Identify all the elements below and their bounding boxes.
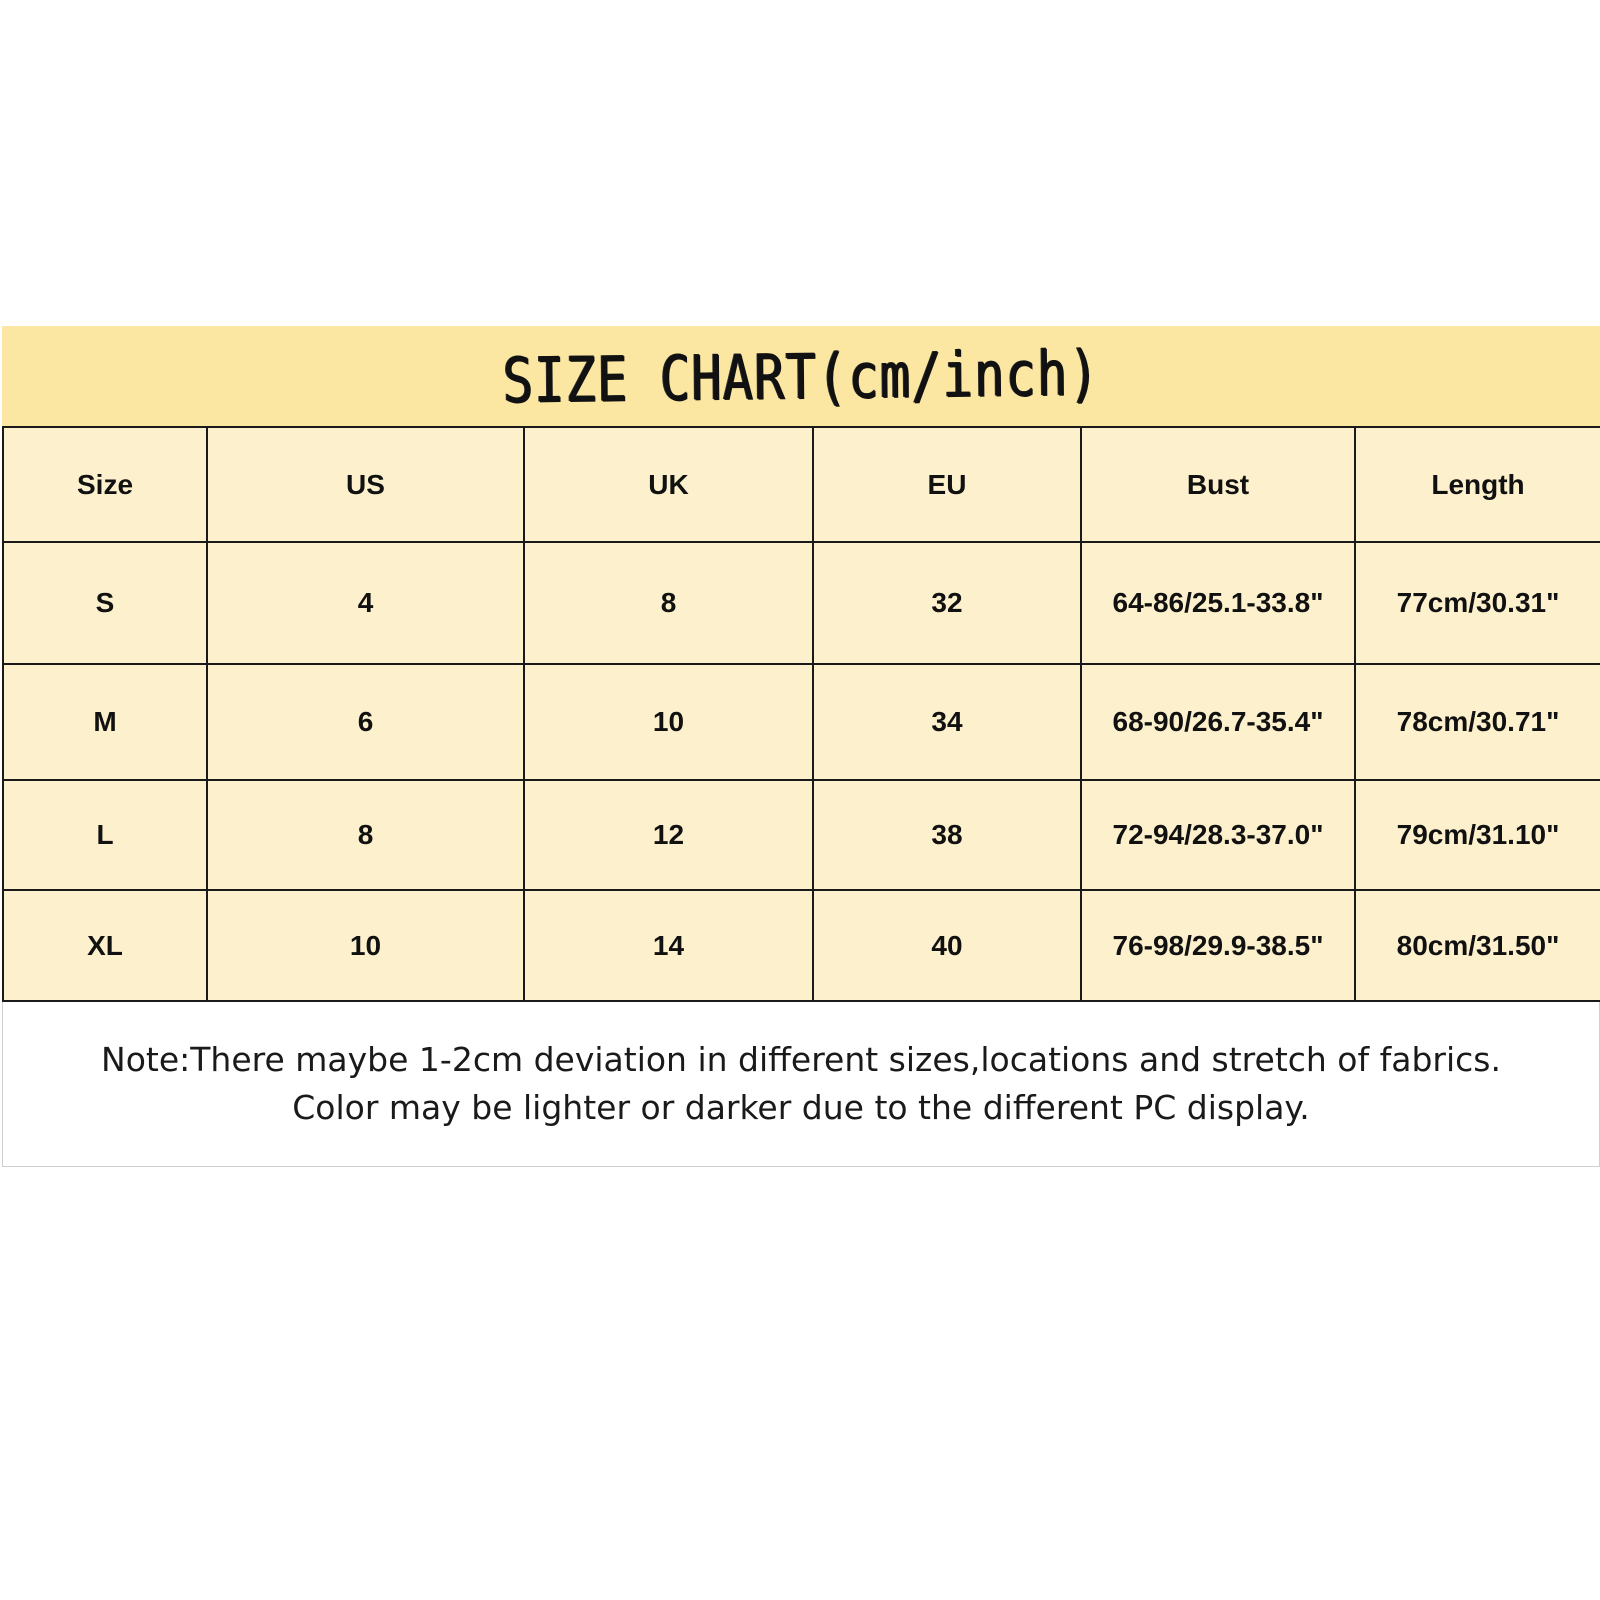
cell-bust: 76-98/29.9-38.5" bbox=[1081, 890, 1355, 1001]
cell-length: 79cm/31.10" bbox=[1355, 780, 1600, 890]
cell-us: 10 bbox=[207, 890, 524, 1001]
note-box bbox=[2, 1002, 1600, 1167]
cell-length: 78cm/30.71" bbox=[1355, 664, 1600, 780]
table-header-row bbox=[3, 427, 1600, 542]
note-line-2: Color may be lighter or darker due to the different PC display. bbox=[292, 1088, 1310, 1127]
table-row bbox=[3, 890, 1600, 1001]
cell-us: 6 bbox=[207, 664, 524, 780]
cell-size: S bbox=[3, 542, 207, 664]
cell-uk: 8 bbox=[524, 542, 813, 664]
cell-uk: 10 bbox=[524, 664, 813, 780]
cell-bust: 72-94/28.3-37.0" bbox=[1081, 780, 1355, 890]
cell-eu: 34 bbox=[813, 664, 1081, 780]
header-bust: Bust bbox=[1081, 427, 1355, 542]
cell-eu: 38 bbox=[813, 780, 1081, 890]
size-table bbox=[2, 426, 1600, 1002]
table-row bbox=[3, 542, 1600, 664]
chart-title: SIZE CHART(cm/inch) bbox=[502, 335, 1100, 417]
cell-size: XL bbox=[3, 890, 207, 1001]
cell-us: 8 bbox=[207, 780, 524, 890]
cell-uk: 12 bbox=[524, 780, 813, 890]
header-uk: UK bbox=[524, 427, 813, 542]
note-line-1: Note:There maybe 1-2cm deviation in different sizes,locations and stretch of fabrics. bbox=[101, 1040, 1501, 1079]
cell-us: 4 bbox=[207, 542, 524, 664]
cell-eu: 40 bbox=[813, 890, 1081, 1001]
header-us: US bbox=[207, 427, 524, 542]
header-size: Size bbox=[3, 427, 207, 542]
cell-uk: 14 bbox=[524, 890, 813, 1001]
cell-size: L bbox=[3, 780, 207, 890]
title-band bbox=[2, 326, 1600, 426]
header-eu: EU bbox=[813, 427, 1081, 542]
header-length: Length bbox=[1355, 427, 1600, 542]
cell-length: 77cm/30.31" bbox=[1355, 542, 1600, 664]
size-chart bbox=[2, 326, 1600, 1168]
table-row bbox=[3, 780, 1600, 890]
cell-length: 80cm/31.50" bbox=[1355, 890, 1600, 1001]
table-row bbox=[3, 664, 1600, 780]
cell-bust: 64-86/25.1-33.8" bbox=[1081, 542, 1355, 664]
cell-bust: 68-90/26.7-35.4" bbox=[1081, 664, 1355, 780]
cell-size: M bbox=[3, 664, 207, 780]
cell-eu: 32 bbox=[813, 542, 1081, 664]
